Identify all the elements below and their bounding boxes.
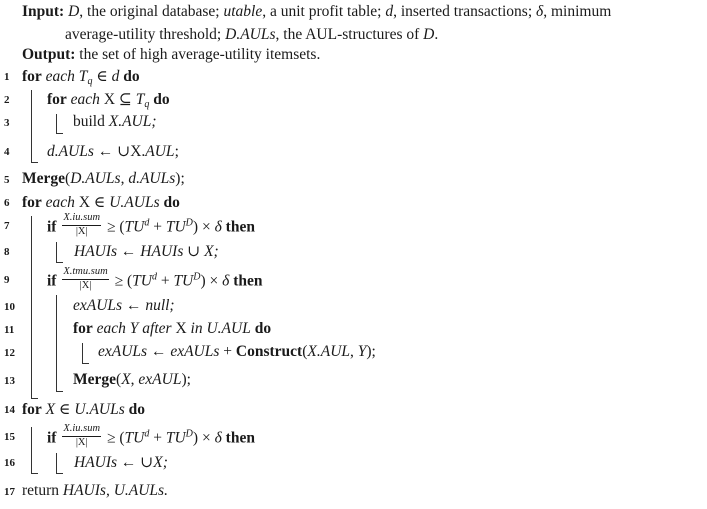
- line-number: 14: [4, 404, 15, 416]
- block-bracket-end: [56, 133, 63, 134]
- line-number: 16: [4, 457, 15, 469]
- output-label: Output:: [22, 46, 76, 63]
- line-number: 17: [4, 486, 15, 498]
- block-bracket: [56, 242, 57, 262]
- algo-line-16: HAUIs ← ∪X;: [74, 454, 168, 471]
- fraction: $\frac{\text{X.iu.sum}}{|X|}$: [63, 423, 101, 448]
- line-number: 15: [4, 431, 15, 443]
- fraction: $\frac{\text{X.iu.sum}}{|X|}$: [63, 212, 101, 237]
- line-number: 12: [4, 347, 15, 359]
- algo-line-14: for X ∈ U.AULs do: [22, 401, 146, 418]
- algo-line-2: for each X ⊆ $T_q$ do: [47, 91, 170, 110]
- block-bracket: [31, 216, 32, 398]
- line-number: 13: [4, 375, 15, 387]
- block-bracket-end: [31, 473, 38, 474]
- algo-line-7: if $\frac{\text{X.iu.sum}}{|X|}$ ≥ $(TU^d + TU^D) \times \delta$ then: [47, 212, 255, 237]
- line-number: 9: [4, 274, 10, 286]
- algo-line-9: if $\frac{\text{X.tmu.sum}}{|X|}$ ≥ $(TU^d + TU^D) \times \delta$ then: [47, 266, 263, 291]
- line-number: 3: [4, 117, 10, 129]
- line-number: 1: [4, 71, 10, 83]
- algo-line-17: return HAUIs, U.AULs.: [22, 482, 168, 499]
- algo-line-12: exAULs ← exAULs + Construct(X.AUL, Y);: [98, 343, 376, 360]
- input-label: Input:: [22, 3, 65, 20]
- block-bracket: [31, 427, 32, 473]
- algo-line-6: for each X ∈ U.AULs do: [22, 194, 180, 211]
- input-description: D, the original database; utable, a unit profit table; d, inserted transactions; δ, minimum: [68, 3, 612, 20]
- block-bracket-end: [31, 162, 38, 163]
- block-bracket-end: [56, 473, 63, 474]
- line-number: 8: [4, 246, 10, 258]
- algo-line-13: Merge(X, exAUL);: [73, 371, 191, 388]
- algo-line-5: Merge(D.AULs, d.AULs);: [22, 170, 185, 187]
- output-description: the set of high average-utility itemsets.: [79, 46, 321, 63]
- block-bracket: [82, 343, 83, 363]
- algo-line-1: for each $T_q$ ∈ d do: [22, 68, 140, 87]
- line-number: 7: [4, 220, 10, 232]
- line-number: 4: [4, 146, 10, 158]
- line-number: 11: [4, 324, 15, 336]
- input-line-1: [22, 3, 611, 21]
- block-bracket-end: [82, 363, 89, 364]
- block-bracket-end: [56, 391, 63, 392]
- block-bracket-end: [56, 262, 63, 263]
- fraction: $\frac{\text{X.tmu.sum}}{|X|}$: [63, 266, 108, 291]
- block-bracket: [56, 114, 57, 133]
- algo-line-15: if $\frac{\text{X.iu.sum}}{|X|}$ ≥ $(TU^d + TU^D) \times \delta$ then: [47, 423, 255, 448]
- line-number: 2: [4, 94, 10, 106]
- algo-line-3: build X.AUL;: [73, 113, 157, 130]
- line-number: 5: [4, 174, 10, 186]
- block-bracket: [56, 453, 57, 473]
- block-bracket: [56, 295, 57, 391]
- block-bracket: [31, 90, 32, 162]
- algo-line-10: exAULs ← null;: [73, 297, 175, 314]
- algo-line-11: for each Y after X in U.AUL do: [73, 320, 272, 337]
- line-number: 10: [4, 301, 15, 313]
- algo-line-4: d.AULs ← ∪X.AUL;: [47, 143, 179, 160]
- block-bracket-end: [31, 398, 38, 399]
- line-number: 6: [4, 197, 10, 209]
- algo-line-8: HAUIs ← HAUIs ∪ X;: [74, 243, 219, 260]
- output-line: [22, 46, 320, 64]
- input-line-2: average-utility threshold; D.AULs, the AUL-structures of D.: [65, 26, 439, 43]
